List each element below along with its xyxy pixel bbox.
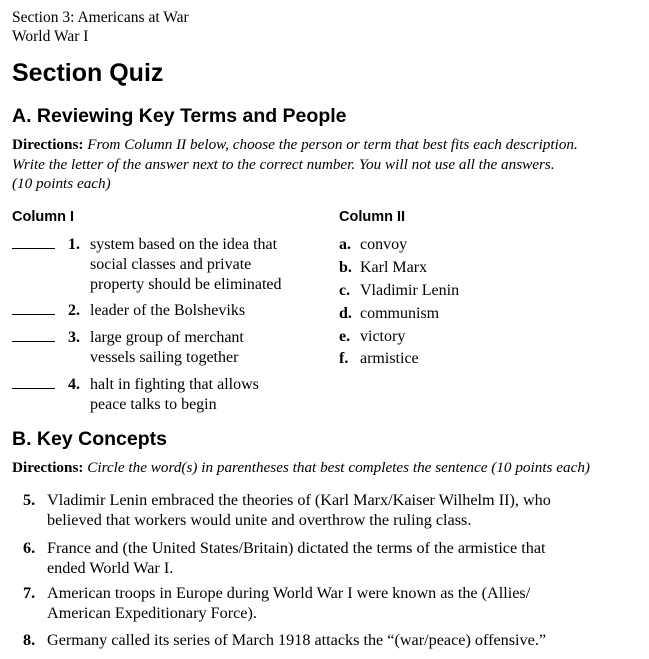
topic-label: World War I [12, 28, 89, 45]
question-text [47, 630, 647, 650]
answer-text: convoy [360, 236, 408, 253]
question-number: 7. [23, 584, 36, 602]
answer-letter: d. [339, 305, 352, 322]
answer-letter: c. [339, 282, 351, 299]
question-number: 4. [68, 376, 80, 393]
answer-blank[interactable] [12, 380, 55, 389]
answer-letter: f. [339, 350, 349, 367]
question-number: 1. [68, 236, 80, 253]
answer-option [339, 349, 419, 369]
column-2-heading: Column II [339, 209, 406, 225]
page-title: Section Quiz [12, 59, 164, 87]
directions-label: Directions: [12, 459, 84, 476]
question-line: system based on the idea that [90, 236, 278, 253]
answer-blank[interactable] [12, 306, 55, 315]
answer-text: communism [360, 305, 440, 322]
question-text [90, 235, 330, 295]
answer-option [339, 304, 439, 324]
question-line: peace talks to begin [90, 396, 217, 413]
question-text [47, 538, 647, 578]
question-number: 6. [23, 539, 36, 557]
question-text [90, 375, 330, 415]
answer-letter: a. [339, 236, 351, 253]
answer-blank[interactable] [12, 333, 55, 342]
concept-question [23, 630, 633, 650]
question-line: leader of the Bolsheviks [90, 302, 246, 319]
directions-label: Directions: [12, 136, 84, 153]
answer-text: victory [360, 328, 406, 345]
question-text [47, 490, 647, 530]
question-text [90, 301, 330, 321]
question-line: property should be eliminated [90, 276, 282, 293]
answer-letter: e. [339, 328, 351, 345]
directions-line-3: (10 points each) [12, 175, 111, 192]
part-b-heading: B. Key Concepts [12, 428, 167, 450]
matching-question [12, 328, 332, 368]
question-text [47, 583, 647, 623]
question-number: 2. [68, 302, 80, 319]
matching-question [12, 301, 332, 321]
answer-option [339, 327, 405, 347]
answer-text: armistice [360, 350, 419, 367]
matching-question [12, 375, 332, 415]
matching-question [12, 235, 332, 297]
question-line: halt in fighting that allows [90, 376, 259, 393]
directions-text: Circle the word(s) in parentheses that best completes the sentence (10 points each) [87, 459, 590, 476]
section-label: Section 3: Americans at War [12, 9, 189, 26]
concept-question [23, 538, 633, 578]
concept-question [23, 490, 633, 530]
answer-text: Karl Marx [360, 259, 428, 276]
question-line: American troops in Europe during World War I were known as the (Allies/ [47, 584, 531, 602]
answer-option [339, 281, 459, 301]
question-line: believed that workers would unite and overthrow the ruling class. [47, 511, 472, 529]
question-line: France and (the United States/Britain) dictated the terms of the armistice that [47, 539, 546, 557]
question-text [90, 328, 330, 368]
directions-line-1: From Column II below, choose the person or term that best fits each description. [87, 136, 578, 153]
answer-text: Vladimir Lenin [360, 282, 460, 299]
part-a-directions [12, 135, 644, 194]
column-1-heading: Column I [12, 209, 75, 225]
question-number: 3. [68, 329, 80, 346]
question-line: ended World War I. [47, 559, 174, 577]
question-number: 5. [23, 491, 36, 509]
question-line: American Expeditionary Force). [47, 604, 257, 622]
question-line: large group of merchant [90, 329, 244, 346]
answer-letter: b. [339, 259, 352, 276]
question-line: Germany called its series of March 1918 attacks the “(war/peace) offensive.” [47, 631, 547, 649]
directions-line-2: Write the letter of the answer next to the correct number. You will not use all the answers. [12, 155, 555, 173]
answer-option [339, 235, 407, 255]
question-number: 8. [23, 631, 36, 649]
answer-blank[interactable] [12, 240, 55, 249]
question-line: Vladimir Lenin embraced the theories of (Karl Marx/Kaiser Wilhelm II), who [47, 491, 551, 509]
answer-option [339, 258, 427, 278]
question-line: social classes and private [90, 256, 252, 273]
concept-question [23, 583, 633, 623]
part-b-directions [12, 458, 644, 478]
question-line: vessels sailing together [90, 349, 239, 366]
part-a-heading: A. Reviewing Key Terms and People [12, 105, 347, 127]
